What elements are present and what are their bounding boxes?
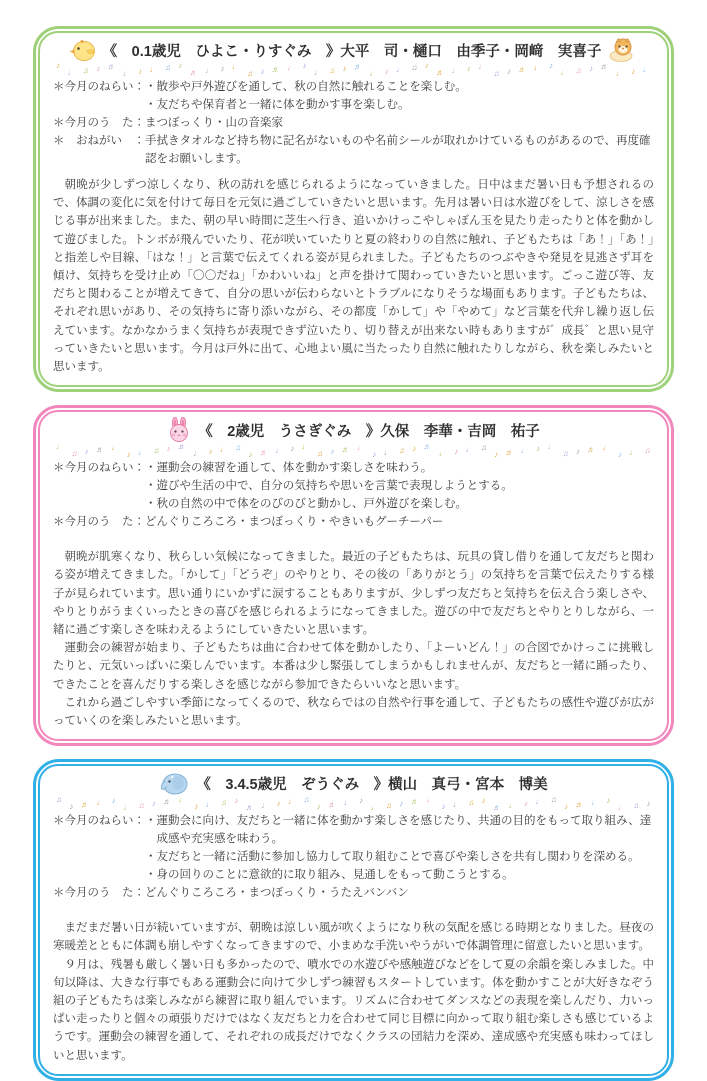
info-row	[53, 812, 654, 884]
music-note-glyph: ♬	[575, 800, 584, 810]
music-note-glyph: ♬	[493, 803, 501, 812]
paragraph: まだまだ暑い日が続いていますが、朝晩は涼しい風が吹くようになり秋の気配を感じる時期となりました。昼夜の寒暖差とともに体調も崩しやすくなってきますので、小まめな手洗いやうがいで体調管理に留意したいと思います。	[53, 922, 654, 953]
music-note-glyph: ♪	[316, 802, 321, 812]
info-row	[53, 132, 654, 168]
music-note-glyph: ♪	[220, 64, 225, 73]
paragraph: 運動会の練習が始まり、子どもたちは曲に合わせて体を動かしたり、「よーいどん！」の合図でかけっこに挑戦したりと、元気いっぱいに楽しんでいます。本番は少し緊張してしまうかもしれませんが、友だちと一緒に踊ったり、できたことを喜んだりする楽しさを感じながら参加できたらいいなと思います。	[53, 642, 654, 691]
music-note-glyph: ♬	[353, 62, 362, 71]
class-section-zou	[33, 759, 674, 1081]
row-label: ＊今月のねらい：	[53, 462, 145, 475]
music-note-glyph: ♪	[535, 444, 540, 454]
music-note-glyph: ♩	[343, 798, 352, 808]
music-note-glyph: ♫	[575, 66, 582, 75]
row-label: ＊今月のう た：	[53, 117, 145, 129]
music-note-glyph: ♩	[287, 797, 296, 807]
music-note-glyph: ♪	[56, 62, 60, 70]
music-note-glyph: ♪	[178, 62, 183, 70]
monthly-info-rows	[53, 78, 654, 168]
chick-icon	[69, 38, 96, 62]
music-note-glyph: ♩	[123, 803, 132, 812]
monthly-info-rows	[53, 459, 654, 531]
rabbit-icon	[167, 417, 191, 443]
music-note-glyph: ♪	[454, 447, 459, 457]
row-item: どんぐりころころ・まつぼっくり・やきいもグーチーパー	[145, 516, 444, 529]
music-note-glyph: ♫	[398, 446, 405, 456]
music-note-glyph: ♪	[575, 447, 580, 457]
music-note-glyph: ♫	[220, 798, 227, 808]
music-note-glyph: ♪	[194, 802, 199, 812]
music-note-glyph: ♪	[606, 796, 611, 806]
music-note-glyph: ♩	[111, 443, 120, 453]
music-note-glyph: ♫	[247, 69, 254, 77]
music-note-glyph: ♫	[633, 801, 640, 811]
row-label: ＊今月のう た：	[53, 887, 145, 900]
row-item: ・運動会の練習を通して、体を動かす楽しさを味わう。	[145, 462, 433, 475]
music-note-glyph: ♬	[328, 800, 337, 810]
music-note-glyph: ♫	[644, 446, 651, 456]
row-label: ＊今月のねらい：	[53, 815, 145, 828]
music-note-glyph: ♬	[518, 65, 527, 74]
music-note-glyph: ♩	[313, 68, 322, 77]
music-note-glyph: ♪	[481, 796, 486, 806]
music-note-glyph: ♫	[164, 63, 171, 72]
music-note-glyph: ♪	[276, 799, 281, 809]
music-note-glyph: ♪	[342, 64, 347, 73]
music-note-glyph: ♪	[564, 802, 569, 812]
music-note-glyph: ♩	[287, 63, 296, 72]
music-note-glyph: ♩	[178, 796, 187, 805]
music-note-glyph: ♫	[303, 796, 310, 805]
music-note-glyph: ♬	[600, 62, 609, 71]
class-section-hiyoko-risu	[33, 26, 674, 392]
music-note-glyph: ♫	[71, 449, 78, 459]
music-note-glyph: ♬	[80, 800, 89, 810]
music-notes-decoration	[53, 62, 654, 77]
section-header	[53, 36, 654, 62]
music-note-glyph: ♩	[204, 66, 213, 75]
music-note-glyph: ♫	[468, 798, 475, 808]
music-note-glyph: ♩	[370, 803, 379, 812]
row-label: ＊今月のねらい：	[53, 81, 145, 93]
music-note-glyph: ♩	[425, 796, 434, 805]
section-inner	[38, 764, 669, 1076]
music-note-glyph: ♪	[69, 802, 74, 812]
music-note-glyph: ♩	[615, 69, 624, 77]
music-note-glyph: ♬	[107, 62, 116, 71]
row-item: ・身の回りのことに意欲的に取り組み、見通しをもって動こうとする。	[145, 869, 514, 882]
music-note-glyph: ♩	[452, 800, 461, 810]
music-note-glyph: ♩	[478, 62, 487, 71]
music-note-glyph: ♪	[494, 450, 498, 459]
music-note-glyph: ♬	[436, 68, 445, 77]
music-note-glyph: ♪	[330, 447, 335, 457]
row-item: ・秋の自然の中で体をのびのびと動かし、戸外遊びを楽しむ。	[145, 498, 467, 511]
music-note-glyph: ♫	[82, 66, 89, 75]
music-note-glyph: ♪	[399, 799, 404, 809]
music-note-glyph: ♪	[506, 67, 511, 76]
section-header	[53, 769, 654, 796]
music-note-glyph: ♩	[56, 443, 64, 452]
music-note-glyph: ♩	[642, 65, 651, 74]
music-note-glyph: ♫	[550, 796, 557, 805]
music-note-glyph: ♫	[411, 63, 418, 72]
row-item: まつぼっくり・山の音楽家	[145, 117, 283, 129]
section-title: 《 2歳児 うさぎぐみ 》久保 李華・吉岡 祐子	[198, 423, 540, 440]
paragraph: ９月は、残暑も厳しく暑い日も多かったので、噴水での水遊びや感触遊びなどをして夏の余韻を楽しみました。中旬以降は、大きな行事でもある運動会に向けて少しずつ練習もスタートしています。体を動かすことが大好きなぞう組の子どもたちは楽しみながら練習に取り組んでいます。リズムに合わせてダンスなどの表現を楽しんだり、力いっぱい走ったりと個々の頑張りだけではなく友だちと力を合わせて同じ目標に向かって取り組む楽しさも感じているようです。運動会の練習を通して、それぞれの成長だけでなくクラスの団結力を深め、達成感や充実感も味わってほしいと思います。	[53, 958, 654, 1062]
music-note-glyph: ♪	[589, 64, 594, 73]
music-note-glyph: ♪	[441, 802, 446, 812]
music-note-glyph: ♬	[410, 797, 419, 807]
paragraph: 朝晩が肌寒くなり、秋らしい気候になってきました。最近の子どもたちは、玩具の貸し借りを通して友だちと関わる姿が増えてきました。「かして」「どうぞ」のやりとり、その後の「ありがとう」の気持ちを言葉で伝えたりする様子が見られています。思い通りにいかずに涙することもありますが、少しずつ友だちと気持ちを伝え合う楽しさや、やりとりがうまくいったときの喜びを感じられるようになってきました。遊びの中で友だちとやりとりしながら、一緒に過ごす楽しさを味わえるようにしていきたいと思います。	[53, 551, 654, 637]
music-note-glyph: ♩	[122, 69, 131, 77]
music-note-glyph: ♫	[235, 443, 242, 453]
section-header	[53, 415, 654, 443]
info-row	[53, 78, 654, 114]
music-note-glyph: ♩	[275, 446, 283, 456]
music-note-glyph: ♬	[163, 797, 172, 807]
music-note-glyph: ♫	[153, 446, 160, 456]
music-note-glyph: ♪	[166, 444, 171, 454]
music-note-glyph: ♬	[271, 65, 280, 74]
music-note-glyph: ♩	[451, 66, 460, 75]
row-label: ＊ おねがい ：	[53, 135, 145, 147]
music-note-glyph: ♩	[149, 65, 158, 74]
row-item: ・遊びや生活の中で、自分の気持ちや思いを言葉で表現しようとする。	[145, 480, 513, 493]
music-note-glyph: ♬	[423, 443, 432, 452]
music-note-glyph: ♫	[316, 449, 323, 459]
music-note-glyph: ♩	[205, 800, 214, 810]
section-title: 《 0.1歳児 ひよこ・りすぐみ 》大平 司・樋口 由季子・岡﨑 実喜子	[102, 43, 602, 60]
music-note-glyph: ♫	[493, 69, 500, 77]
music-note-glyph: ♪	[126, 450, 131, 459]
music-note-glyph: ♬	[177, 443, 186, 452]
elephant-icon	[159, 771, 189, 796]
music-note-glyph: ♩	[438, 449, 447, 459]
music-note-glyph: ♩	[533, 63, 542, 72]
music-note-glyph: ♪	[260, 67, 265, 76]
music-notes-decoration	[53, 443, 654, 458]
music-note-glyph: ♩	[535, 797, 544, 807]
music-note-glyph: ♫	[56, 796, 62, 805]
music-note-glyph: ♪	[290, 444, 295, 454]
music-note-glyph: ♪	[151, 799, 156, 809]
class-report-text	[53, 919, 654, 1065]
music-note-glyph: ♩	[508, 801, 517, 811]
music-note-glyph: ♪	[138, 67, 143, 76]
music-note-glyph: ♪	[548, 62, 553, 70]
music-notes-decoration	[53, 796, 654, 811]
paragraph: これから過ごしやすい季節になってくるので、秋ならではの自然や行事を通して、子どもたちの感性や遊びが広がっていくのを楽しみたいと思います。	[53, 696, 654, 728]
music-note-glyph: ♪	[84, 447, 89, 457]
music-note-glyph: ♩	[356, 443, 365, 453]
music-note-glyph: ♬	[505, 448, 514, 458]
music-note-glyph: ♩	[602, 443, 611, 453]
music-note-glyph: ♩	[261, 801, 270, 811]
music-note-glyph: ♬	[341, 445, 350, 455]
row-item: ・運動会に向け、友だちと一緒に体を動かす楽しさを感じたり、共通の目的をもって取り組み、達成感や充実感を味わう。	[145, 815, 652, 846]
music-note-glyph: ♬	[189, 68, 198, 77]
section-title: 《 3.4.5歳児 ぞうぐみ 》横山 真弓・宮本 博美	[196, 777, 548, 794]
music-note-glyph: ♬	[259, 448, 268, 458]
section-inner	[38, 410, 669, 741]
music-note-glyph: ♩	[629, 448, 638, 458]
info-row	[53, 459, 654, 513]
music-note-glyph: ♪	[208, 447, 213, 457]
music-note-glyph: ♩	[520, 446, 529, 456]
music-note-glyph: ♪	[631, 67, 636, 76]
music-note-glyph: ♪	[372, 450, 377, 459]
monthly-info-rows	[53, 812, 654, 902]
music-note-glyph: ♬	[587, 445, 596, 455]
row-item: ・友だちと一緒に活動に参加し協力して取り組むことで喜びや楽しさを共有し関わりを深める。	[145, 851, 640, 864]
paragraph: 朝晩が少しずつ涼しくなり、秋の訪れを感じられるようになっていきました。日中はまだ暑い日も予想されるので、体調の変化に気を付けて毎日を元気に過ごしていきたいと思います。先月は暑い日は水遊びをして、涼しさを感じる事が出来ました。また、朝の早い時間に芝生へ行き、追いかけっこやしゃぼん玉を見たり走ったりと体を動かして遊びました。トンボが飛んでいたり、花が咲いていたりと夏の終わりの自然に触れ、子どもたちは「あ！」「あ！」と指差しや目線、「はな！」と言葉で伝えてくれる姿が見られました。子どもたちのつぶやきや発見を見逃さず耳を傾け、気持ちを受け止め「〇〇だね」「かわいいね」と声を掛けて関わっていきたいと思います。ごっこ遊び等、友だちと関わることが増えてきて、自分の思いが伝わらないとトラブルになりそうな場面もあります。子どもたちは、それぞれ思いがあり、その気持ちに寄り添いながら、その都度「かして」や「やめて」など言葉を代弁し繰り返し伝えています。なかなかうまく気持ちが表現できず泣いたり、切り替えが出来ない時もありますが゛成長゛と思い見守っていきたいと思います。今月は戸外に出て、心地よい風に当たったり自然に触れたりしながら、秋を楽しみたいと思います。	[53, 179, 654, 374]
music-note-glyph: ♩	[383, 448, 392, 458]
music-note-glyph: ♩	[465, 445, 474, 455]
music-note-glyph: ♪	[412, 444, 417, 454]
row-item: ・散歩や戸外遊びを通して、秋の自然に触れることを楽しむ。	[145, 81, 467, 93]
info-row	[53, 884, 654, 902]
music-note-glyph: ♩	[193, 449, 202, 459]
music-note-glyph: ♫	[385, 801, 392, 811]
music-note-glyph: ♬	[95, 445, 104, 455]
music-note-glyph: ♩	[617, 803, 626, 812]
music-note-glyph: ♬	[245, 803, 254, 812]
music-note-glyph: ♩	[67, 68, 76, 77]
music-note-glyph: ♩	[395, 65, 404, 74]
music-note-glyph: ♫	[480, 443, 487, 453]
music-note-glyph: ♪	[302, 62, 307, 70]
music-note-glyph: ♩	[547, 443, 556, 452]
class-section-usagi	[33, 405, 674, 746]
music-note-glyph: ♪	[424, 62, 429, 70]
info-row	[53, 513, 654, 531]
music-note-glyph: ♩	[96, 798, 105, 808]
music-note-glyph: ♩	[369, 69, 378, 77]
music-note-glyph: ♩	[560, 68, 569, 77]
music-note-glyph: ♪	[384, 67, 389, 76]
row-item: ・友だちや保育者と一緒に体を動かす事を楽しむ。	[145, 99, 410, 111]
music-note-glyph: ♪	[234, 796, 239, 806]
music-note-glyph: ♪	[523, 799, 528, 809]
music-note-glyph: ♩	[137, 448, 146, 458]
music-note-glyph: ♪	[96, 64, 101, 73]
row-item: 手拭きタオルなど持ち物に記名がないものや名前シールが取れかけているものがあるので、再度確認をお願いします。	[145, 135, 651, 165]
music-note-glyph: ♫	[562, 449, 569, 459]
info-row	[53, 114, 654, 132]
row-item: どんぐりころころ・まつぼっくり・うたえバンバン	[145, 887, 409, 900]
music-note-glyph: ♪	[466, 64, 471, 73]
class-report-text	[53, 176, 654, 376]
music-note-glyph: ♩	[219, 445, 228, 455]
music-note-glyph: ♪	[358, 796, 363, 806]
music-note-glyph: ♪	[111, 796, 116, 806]
music-note-glyph: ♩	[301, 443, 310, 452]
squirrel-icon	[608, 38, 638, 62]
row-label: ＊今月のう た：	[53, 516, 145, 529]
music-note-glyph: ♪	[646, 799, 651, 809]
music-note-glyph: ♪	[248, 450, 253, 459]
music-note-glyph: ♩	[590, 798, 599, 808]
music-note-glyph: ♫	[138, 801, 145, 811]
class-report-text	[53, 548, 654, 730]
section-inner	[38, 31, 669, 387]
music-note-glyph: ♪	[617, 450, 622, 459]
music-note-glyph: ♩	[231, 62, 240, 71]
music-note-glyph: ♫	[329, 66, 336, 75]
